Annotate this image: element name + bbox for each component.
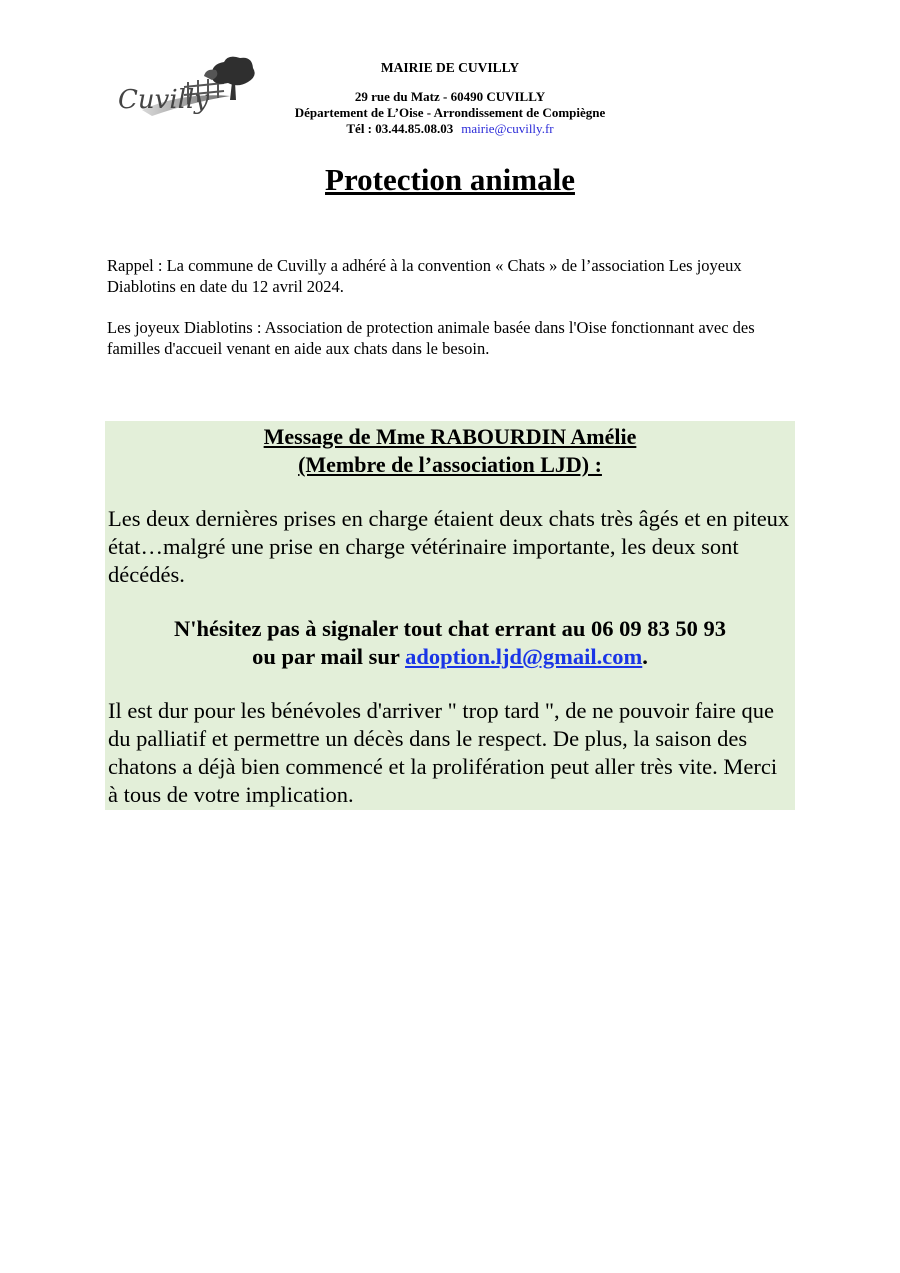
logo-text: Cuvilly: [118, 85, 209, 115]
intro-paragraph-association: Les joyeux Diablotins : Association de protection animale basée dans l'Oise fonctionnant avec des familles d'accueil venant en aide aux chats dans le besoin.: [107, 318, 755, 358]
message-heading-line-2: (Membre de l’association LJD) :: [298, 452, 602, 477]
adoption-email-link[interactable]: adoption.ljd@gmail.com: [405, 644, 643, 669]
org-name: MAIRIE DE CUVILLY: [380, 60, 520, 75]
call-line-1: N'hésitez pas à signaler tout chat errant au 06 09 83 50 93: [173, 616, 727, 641]
call-line-2-prefix: ou par mail sur: [252, 644, 400, 669]
message-paragraph-1: Les deux dernières prises en charge étaient deux chats très âgés et en piteux état…malgré une prise en charge vétérinaire importante, les deux sont décédés.: [108, 506, 790, 587]
cuvilly-logo: [112, 52, 257, 124]
letterhead: [250, 60, 650, 137]
message-box: [105, 421, 795, 810]
message-heading-line-1: Message de Mme RABOURDIN Amélie: [263, 424, 637, 449]
cuvilly-logo-icon: [112, 52, 257, 124]
intro-section: [107, 255, 807, 379]
contact-line: [250, 121, 650, 137]
call-line-2-suffix: .: [642, 644, 648, 669]
phone: Tél : 03.44.85.08.03: [346, 121, 454, 136]
intro-paragraph-reminder: Rappel : La commune de Cuvilly a adhéré à la convention « Chats » de l’association Les joyeux Diablotins en date du 12 avril 2024.: [107, 256, 742, 296]
message-paragraph-2: Il est dur pour les bénévoles d'arriver " trop tard ", de ne pouvoir faire que du palliatif et permettre un décès dans le respect. De plus, la saison des chatons a déjà bien commencé et la prolifération peut aller très vite. Merci à tous de votre implication.: [108, 698, 778, 807]
department: Département de L’Oise - Arrondissement de Compiègne: [294, 105, 606, 120]
message-call-to-action: [108, 615, 792, 671]
call-line-2: [108, 643, 792, 671]
page-title: Protection animale: [325, 162, 575, 197]
address: 29 rue du Matz - 60490 CUVILLY: [354, 89, 546, 104]
mairie-email-link[interactable]: mairie@cuvilly.fr: [461, 121, 554, 136]
message-heading: [108, 423, 792, 479]
